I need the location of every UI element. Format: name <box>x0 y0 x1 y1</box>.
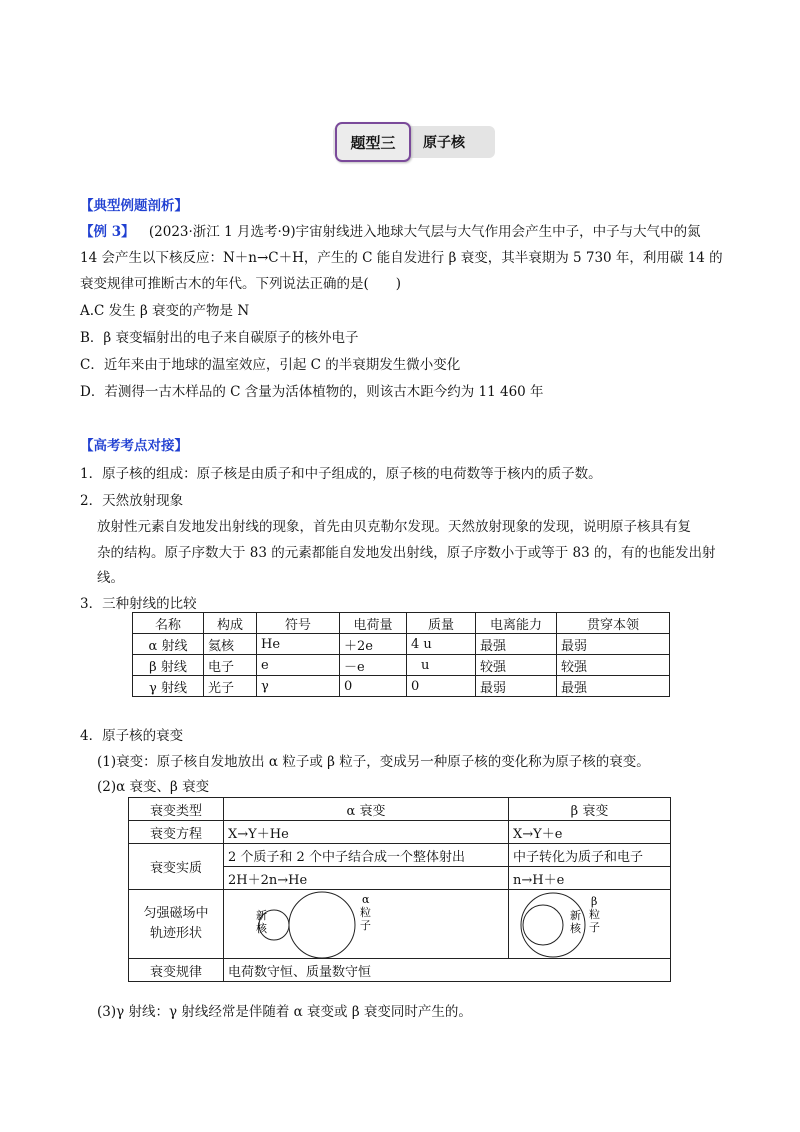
table-header-cell: 电荷量 <box>340 613 407 634</box>
table-cell: 4 u <box>407 634 476 655</box>
table-header-cell: 质量 <box>407 613 476 634</box>
table-cell: γ <box>257 676 340 697</box>
table-cell: 较强 <box>476 655 557 676</box>
table-cell: 最强 <box>476 634 557 655</box>
beta-trajectory-cell <box>509 890 671 959</box>
table-row <box>129 844 671 867</box>
alpha-trajectory-cell <box>224 890 509 959</box>
beta-trajectory-diagram <box>515 891 635 959</box>
table-header-row <box>133 613 670 634</box>
table-cell: e <box>257 655 340 676</box>
example-text-1: (2023·浙江 1 月选考·9)宇宙射线进入地球大气层与大气作用会产生中子，中子与大气中的氮 <box>148 224 701 240</box>
table-cell: 氦核 <box>204 634 257 655</box>
point-4-text-3: (3)γ 射线：γ 射线经常是伴随着 α 衰变或 β 衰变同时产生的。 <box>97 1004 472 1020</box>
table-cell: ＋2e <box>340 634 407 655</box>
table-cell: 2 个质子和 2 个中子结合成一个整体射出 <box>224 844 509 867</box>
table-header-row <box>129 798 671 821</box>
beta-particle-3: 子 <box>589 921 600 934</box>
example-line-3: 衰变规律可推断古木的年代。下列说法正确的是( ) <box>80 276 402 292</box>
point-3: 3．三种射线的比较 <box>80 596 197 612</box>
table-cell: X→Y＋e <box>509 821 671 844</box>
table-cell: n→H＋e <box>509 867 671 890</box>
point-4-text-2: (2)α 衰变、β 衰变 <box>97 779 210 795</box>
point-4-text-1: (1)衰变：原子核自发地放出 α 粒子或 β 粒子，变成另一种原子核的变化称为原子核的衰变。 <box>97 754 650 770</box>
beta-new-nucleus-1: 新 <box>570 909 581 922</box>
table-cell: 0 <box>340 676 407 697</box>
table-header-cell: 名称 <box>133 613 204 634</box>
table-cell: 最弱 <box>476 676 557 697</box>
table-row <box>129 959 671 982</box>
table-row <box>133 634 670 655</box>
table-cell: －e <box>340 655 407 676</box>
table-row <box>129 890 671 959</box>
table-row <box>129 821 671 844</box>
table-cell: 光子 <box>204 676 257 697</box>
option-a: A.C 发生 β 衰变的产物是 N <box>80 303 250 319</box>
beta-new-nucleus-2: 核 <box>570 922 581 935</box>
point-4: 4．原子核的衰变 <box>80 728 184 744</box>
badge-title: 原子核 <box>423 135 465 151</box>
table-cell: 0 <box>407 676 476 697</box>
table-cell: 衰变规律 <box>129 959 224 982</box>
table-cell: γ 射线 <box>133 676 204 697</box>
point-1: 1．原子核的组成：原子核是由质子和中子组成的，原子核的电荷数等于核内的质子数。 <box>80 466 602 482</box>
table-cell: 较强 <box>557 655 670 676</box>
table-header-cell: 符号 <box>257 613 340 634</box>
table-cell <box>129 890 224 959</box>
table-header-cell: 构成 <box>204 613 257 634</box>
table-cell: α 射线 <box>133 634 204 655</box>
table-cell: 最弱 <box>557 634 670 655</box>
example-line-1 <box>80 220 701 240</box>
example-line-2: 14 会产生以下核反应：N＋n→C＋H，产生的 C 能自发进行 β 衰变，其半衰期为 5 730 年，利用碳 14 的 <box>80 250 723 266</box>
table-row <box>133 676 670 697</box>
option-d: D．若测得一古木样品的 C 含量为活体植物的，则该古木距今约为 11 460 年 <box>80 384 544 400</box>
table-cell: β 射线 <box>133 655 204 676</box>
alpha-particle-2: 粒 <box>360 906 371 919</box>
table-cell: 衰变实质 <box>129 844 224 890</box>
beta-particle-1: β <box>591 895 598 908</box>
badge-label: 题型三 <box>335 122 411 162</box>
table-row <box>133 655 670 676</box>
alpha-particle-3: 子 <box>360 919 371 932</box>
table-cell: 电荷数守恒、质量数守恒 <box>224 959 671 982</box>
table-header-cell: α 衰变 <box>224 798 509 821</box>
section-header-badge <box>323 122 495 162</box>
beta-particle-2: 粒 <box>589 908 600 921</box>
section-title-examples: 【典型例题剖析】 <box>80 198 188 214</box>
point-2: 2．天然放射现象 <box>80 493 184 509</box>
table-header-cell: 贯穿本领 <box>557 613 670 634</box>
option-b: B．β 衰变辐射出的电子来自碳原子的核外电子 <box>80 330 359 346</box>
alpha-new-nucleus-1: 新 <box>256 909 267 922</box>
point-2-text-3: 线。 <box>97 570 124 586</box>
table-cell: 电子 <box>204 655 257 676</box>
alpha-trajectory-diagram <box>232 891 382 959</box>
section-title-points: 【高考考点对接】 <box>80 438 188 454</box>
trajectory-label-1: 匀强磁场中 <box>143 906 209 921</box>
table-cell: 最强 <box>557 676 670 697</box>
alpha-new-nucleus-2: 核 <box>256 922 267 935</box>
table-header-cell: β 衰变 <box>509 798 671 821</box>
table-header-cell: 衰变类型 <box>129 798 224 821</box>
table-cell: He <box>257 634 340 655</box>
table-header-cell: 电离能力 <box>476 613 557 634</box>
alpha-particle-1: α <box>362 893 370 906</box>
table-cell: 2H＋2n→He <box>224 867 509 890</box>
table-cell: u <box>407 655 476 676</box>
option-c: C．近年来由于地球的温室效应，引起 C 的半衰期发生微小变化 <box>80 357 461 373</box>
point-2-text-2: 杂的结构。原子序数大于 83 的元素都能自发地发出射线，原子序数小于或等于 83 的，有的也能发出射 <box>97 545 716 561</box>
table-cell: 中子转化为质子和电子 <box>509 844 671 867</box>
trajectory-label-2: 轨迹形状 <box>149 926 202 941</box>
decay-table <box>128 797 671 982</box>
table-cell: X→Y＋He <box>224 821 509 844</box>
point-2-text-1: 放射性元素自发地发出射线的现象，首先由贝克勒尔发现。天然放射现象的发现，说明原子核具有复 <box>97 519 691 535</box>
example-label: 【例 3】 <box>80 224 135 240</box>
rays-comparison-table <box>132 612 670 697</box>
table-cell: 衰变方程 <box>129 821 224 844</box>
